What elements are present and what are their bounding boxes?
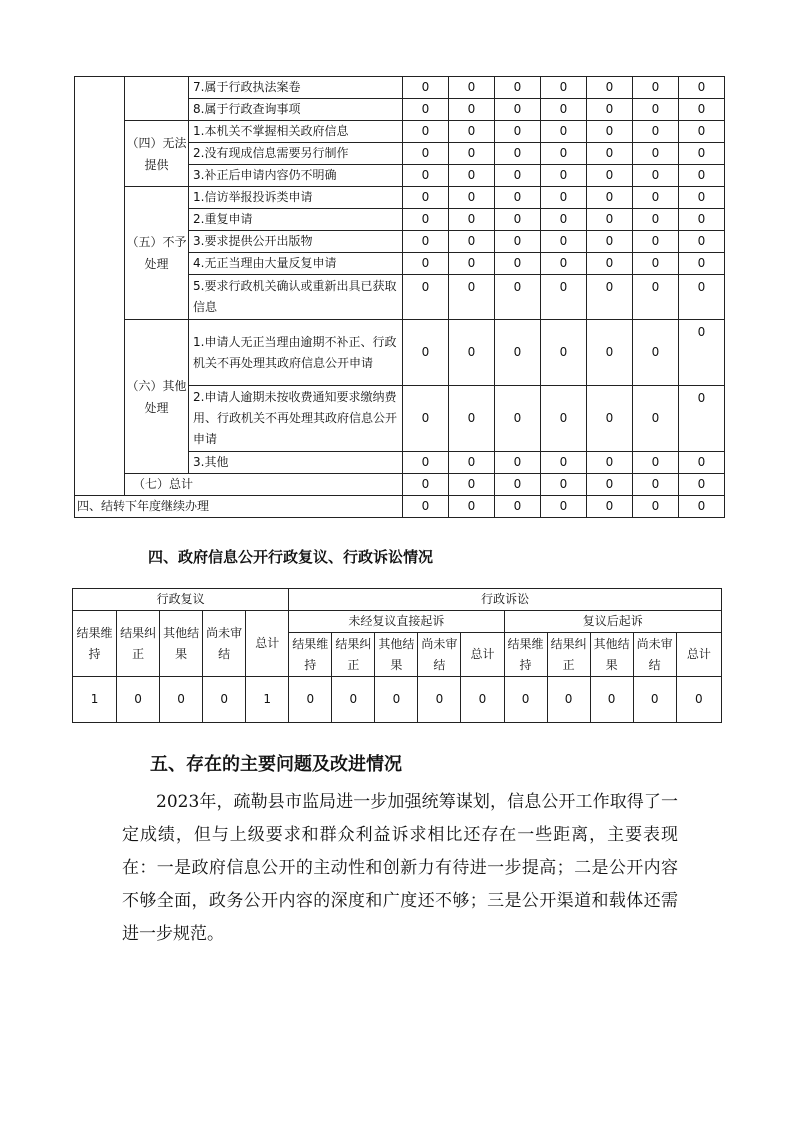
review-litigation-table [72,588,722,723]
value-cell: 0 [495,474,541,496]
value-cell: 0 [403,209,449,231]
value-cell: 0 [679,253,725,275]
value-cell: 1 [73,677,117,723]
row-label: 3.要求提供公开出版物 [189,231,403,253]
value-cell: 0 [403,121,449,143]
value-cell: 0 [541,386,587,452]
row-label: 2.申请人逾期未按收费通知要求缴纳费用、行政机关不再处理其政府信息公开申请 [189,386,403,452]
value-cell: 0 [449,386,495,452]
value-cell: 0 [633,187,679,209]
value-cell: 0 [633,209,679,231]
value-cell: 0 [495,121,541,143]
value-cell: 0 [541,209,587,231]
value-cell: 0 [541,496,587,518]
value-cell: 0 [587,452,633,474]
value-cell: 0 [679,452,725,474]
value-cell: 0 [403,275,449,320]
value-cell: 0 [495,320,541,386]
value-cell: 0 [587,121,633,143]
value-cell: 0 [679,77,725,99]
value-cell: 0 [633,496,679,518]
value-cell: 0 [403,165,449,187]
value-cell: 0 [403,231,449,253]
category-label: （五）不予处理 [125,187,189,320]
row-label: 2.没有现成信息需要另行制作 [189,143,403,165]
value-cell: 0 [403,99,449,121]
value-cell: 0 [541,99,587,121]
value-cell: 0 [633,386,679,452]
value-cell: 0 [541,143,587,165]
value-cell: 0 [633,121,679,143]
lit-col-header: 其他结果 [590,633,633,677]
value-cell: 0 [449,275,495,320]
review-col-header: 总计 [246,611,289,677]
value-cell: 0 [403,143,449,165]
value-cell: 0 [541,275,587,320]
category-label: （四）无法提供 [125,121,189,187]
value-cell: 0 [541,231,587,253]
value-cell: 0 [403,474,449,496]
value-cell: 0 [418,677,461,723]
lit-col-header: 结果纠正 [332,633,375,677]
row-label: 8.属于行政查询事项 [189,99,403,121]
review-col-header: 尚未审结 [203,611,246,677]
value-cell: 0 [587,386,633,452]
lit-col-header: 总计 [676,633,721,677]
value-cell: 0 [633,165,679,187]
row-label: 7.属于行政执法案卷 [189,77,403,99]
value-cell: 0 [495,253,541,275]
value-cell: 0 [403,320,449,386]
value-cell: 0 [676,677,721,723]
value-cell: 0 [590,677,633,723]
value-cell: 0 [449,209,495,231]
row-label: 3.补正后申请内容仍不明确 [189,165,403,187]
row-label: 1.本机关不掌握相关政府信息 [189,121,403,143]
category-spacer [125,77,189,121]
value-cell: 0 [633,452,679,474]
value-cell: 0 [679,143,725,165]
value-cell: 0 [449,231,495,253]
value-cell: 0 [587,320,633,386]
value-cell: 0 [403,187,449,209]
review-col-header: 其他结果 [160,611,203,677]
value-cell: 0 [403,386,449,452]
value-cell: 0 [679,99,725,121]
value-cell: 0 [495,386,541,452]
review-header: 行政复议 [73,589,289,611]
value-cell: 0 [495,275,541,320]
value-cell: 0 [495,209,541,231]
row-label: 3.其他 [189,452,403,474]
value-cell: 0 [633,231,679,253]
value-cell: 0 [679,496,725,518]
value-cell: 0 [679,386,725,452]
value-cell: 0 [495,77,541,99]
row-label: 1.申请人无正当理由逾期不补正、行政机关不再处理其政府信息公开申请 [189,320,403,386]
value-cell: 0 [587,275,633,320]
value-cell: 0 [541,253,587,275]
value-cell: 0 [449,452,495,474]
carryover-label: 四、结转下年度继续办理 [75,496,403,518]
value-cell: 0 [449,187,495,209]
value-cell: 0 [495,231,541,253]
value-cell: 0 [587,209,633,231]
value-cell: 0 [449,99,495,121]
litigation-header: 行政诉讼 [289,589,722,611]
value-cell: 0 [633,253,679,275]
application-handling-table [74,76,725,518]
value-cell: 0 [541,474,587,496]
value-cell: 0 [541,320,587,386]
value-cell: 0 [160,677,203,723]
value-cell: 0 [403,253,449,275]
value-cell: 0 [587,165,633,187]
section-5-title: 五、存在的主要问题及改进情况 [150,754,402,775]
value-cell: 0 [495,187,541,209]
value-cell: 0 [679,275,725,320]
value-cell: 0 [495,452,541,474]
value-cell: 0 [449,496,495,518]
value-cell: 0 [679,474,725,496]
value-cell: 0 [495,143,541,165]
row-label: 5.要求行政机关确认或重新出具已获取信息 [189,275,403,320]
row-label: 1.信访举报投诉类申请 [189,187,403,209]
value-cell: 0 [587,474,633,496]
value-cell: 0 [504,677,547,723]
review-col-header: 结果纠正 [117,611,160,677]
row-label: 4.无正当理由大量反复申请 [189,253,403,275]
value-cell: 0 [547,677,590,723]
value-cell: 0 [679,209,725,231]
lit-col-header: 结果纠正 [547,633,590,677]
value-cell: 0 [633,275,679,320]
after-review-suit-header: 复议后起诉 [504,611,722,633]
section-4-title: 四、政府信息公开行政复议、行政诉讼情况 [148,548,434,566]
value-cell: 0 [679,231,725,253]
value-cell: 0 [203,677,246,723]
value-cell: 0 [403,496,449,518]
value-cell: 0 [289,677,332,723]
lit-col-header: 其他结果 [375,633,418,677]
value-cell: 0 [495,165,541,187]
lit-col-header: 尚未审结 [633,633,676,677]
value-cell: 0 [495,99,541,121]
value-cell: 0 [541,187,587,209]
value-cell: 0 [633,99,679,121]
value-cell: 0 [461,677,504,723]
lit-col-header: 总计 [461,633,504,677]
value-cell: 0 [587,99,633,121]
lit-col-header: 尚未审结 [418,633,461,677]
value-cell: 0 [541,121,587,143]
value-cell: 0 [587,496,633,518]
value-cell: 0 [541,452,587,474]
value-cell: 0 [679,165,725,187]
value-cell: 1 [246,677,289,723]
category-label: （六）其他处理 [125,320,189,474]
value-cell: 0 [375,677,418,723]
value-cell: 0 [587,253,633,275]
value-cell: 0 [449,165,495,187]
value-cell: 0 [332,677,375,723]
direct-suit-header: 未经复议直接起诉 [289,611,504,633]
value-cell: 0 [633,320,679,386]
value-cell: 0 [587,231,633,253]
value-cell: 0 [587,187,633,209]
value-cell: 0 [679,320,725,386]
lit-col-header: 结果维持 [504,633,547,677]
value-cell: 0 [679,187,725,209]
value-cell: 0 [541,165,587,187]
outer-spacer [75,77,125,496]
value-cell: 0 [449,143,495,165]
value-cell: 0 [403,452,449,474]
value-cell: 0 [633,77,679,99]
review-col-header: 结果维持 [73,611,117,677]
total-label: （七）总计 [125,474,403,496]
value-cell: 0 [679,121,725,143]
value-cell: 0 [449,77,495,99]
value-cell: 0 [633,677,676,723]
value-cell: 0 [587,143,633,165]
value-cell: 0 [449,474,495,496]
section-5-paragraph: 2023年，疏勒县市监局进一步加强统筹谋划，信息公开工作取得了一定成绩，但与上级要求和群众利益诉求相比还存在一些距离，主要表现在：一是政府信息公开的主动性和创新力有待进一步提高；二是公开内容不够全面，政务公开内容的深度和广度还不够；三是公开渠道和载体还需进一步规范。 [122,792,678,944]
value-cell: 0 [633,474,679,496]
value-cell: 0 [403,77,449,99]
value-cell: 0 [449,121,495,143]
value-cell: 0 [449,320,495,386]
value-cell: 0 [449,253,495,275]
value-cell: 0 [495,496,541,518]
row-label: 2.重复申请 [189,209,403,231]
lit-col-header: 结果维持 [289,633,332,677]
value-cell: 0 [633,143,679,165]
value-cell: 0 [541,77,587,99]
value-cell: 0 [587,77,633,99]
value-cell: 0 [117,677,160,723]
